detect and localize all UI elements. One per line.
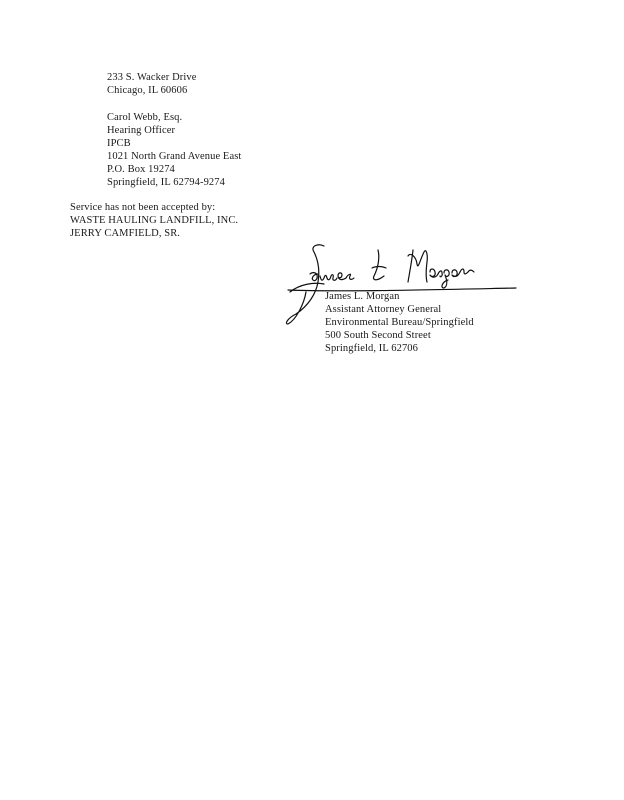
signer-name: James L. Morgan — [325, 291, 400, 302]
signer-city: Springfield, IL 62706 — [325, 343, 418, 354]
service-note-heading: Service has not been accepted by: — [70, 202, 216, 213]
service-note-party-2: JERRY CAMFIELD, SR. — [70, 228, 181, 239]
recipient-name: Carol Webb, Esq. — [107, 112, 183, 123]
recipient-street: 1021 North Grand Avenue East — [107, 151, 242, 162]
service-note-party-1: WASTE HAULING LANDFILL, INC. — [70, 215, 239, 226]
signer-title: Assistant Attorney General — [325, 304, 442, 315]
address-street: 233 S. Wacker Drive — [107, 72, 197, 83]
signer-street: 500 South Second Street — [325, 330, 431, 341]
address-city: Chicago, IL 60606 — [107, 85, 188, 96]
recipient-city: Springfield, IL 62794-9274 — [107, 177, 225, 188]
recipient-title: Hearing Officer — [107, 125, 176, 136]
recipient-org: IPCB — [107, 138, 131, 149]
recipient-po-box: P.O. Box 19274 — [107, 164, 175, 175]
signer-bureau: Environmental Bureau/Springfield — [325, 317, 474, 328]
